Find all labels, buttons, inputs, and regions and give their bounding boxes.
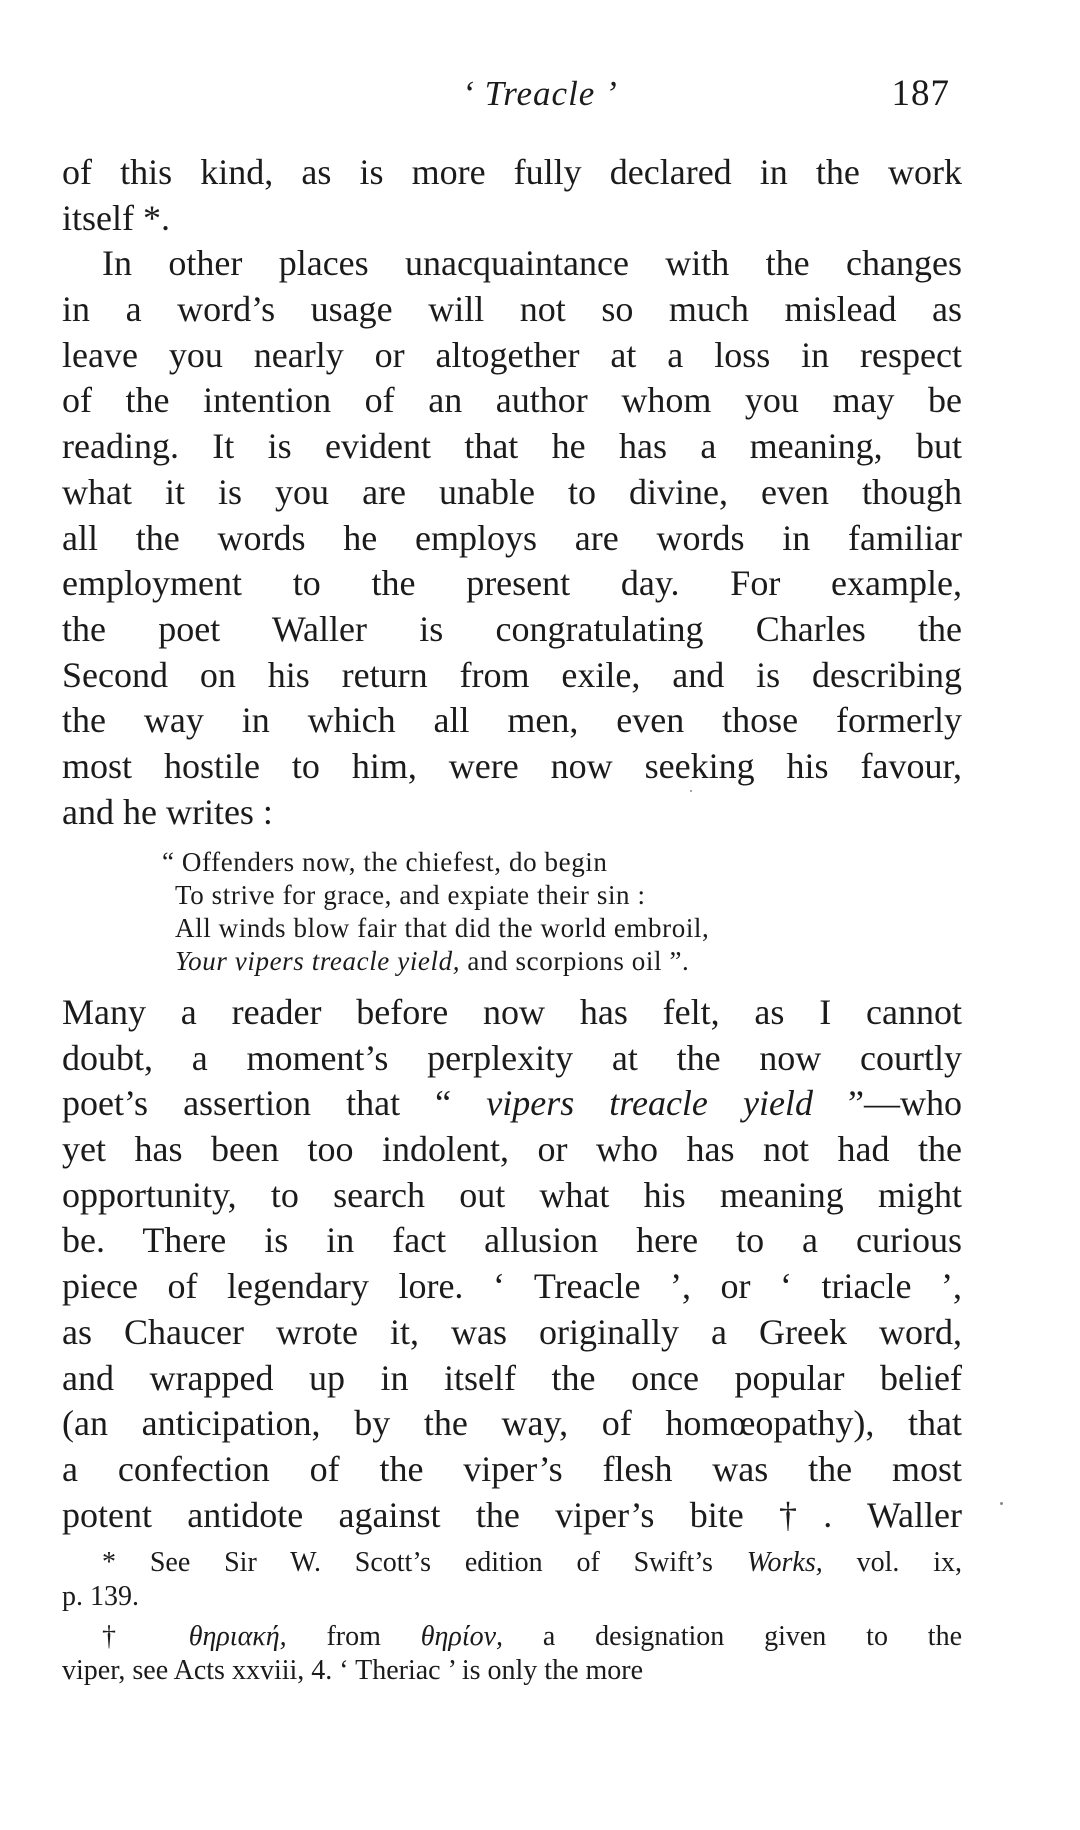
text-line: a confection of the viper’s flesh was the most: [62, 1448, 962, 1489]
verse-line: [162, 945, 882, 978]
text-line: (an anticipation, by the way, of homœopathy), that: [62, 1403, 962, 1444]
text-line: as Chaucer wrote it, was originally a Greek word,: [62, 1311, 962, 1352]
text-line: Many a reader before now has felt, as I cannot: [62, 992, 962, 1032]
text-line: reading. It is evident that he has a meaning, but: [62, 426, 962, 467]
footnote-line: viper, see Acts xxviii, 4. ‘ Theriac ’ is only the more: [62, 1655, 644, 1686]
footnote-text: from: [286, 1621, 421, 1652]
text-line: the way in which all men, even those formerly: [62, 700, 962, 741]
text-line: doubt, a moment’s perplexity at the now courtly: [62, 1037, 962, 1078]
running-title: ‘ Treacle ’: [462, 74, 618, 113]
text-line: be. There is in fact allusion here to a curious: [62, 1220, 962, 1261]
text-line: and he writes :: [62, 791, 273, 832]
verse-italic-phrase: Your vipers treacle yield,: [175, 946, 461, 976]
page-number: 187: [891, 73, 950, 114]
text-line: of this kind, as is more fully declared in the work: [62, 152, 962, 192]
text-line: most hostile to him, were now seeking his favour,: [62, 745, 962, 786]
footnotes: [62, 1546, 962, 1688]
greek-word: θηριακή,: [188, 1621, 287, 1652]
text-segment: ”—who: [812, 1083, 963, 1124]
footnote-text: †: [102, 1621, 189, 1652]
text-line: of the intention of an author whom you may be: [62, 380, 962, 421]
text-line: opportunity, to search out what his meaning might: [62, 1174, 962, 1215]
text-line: what it is you are unable to divine, even though: [62, 471, 962, 512]
footnote-line: [62, 1546, 962, 1580]
ink-speck: [690, 790, 692, 792]
verse-line: To strive for grace, and expiate their sin :: [175, 880, 646, 910]
text-line: in a word’s usage will not so much mislead as: [62, 289, 962, 330]
text-line: In other places unacquaintance with the changes: [102, 243, 962, 284]
footnote-text: a designation given to the: [503, 1621, 962, 1652]
footnote-line: p. 139.: [62, 1581, 139, 1612]
body-paragraphs: [62, 150, 962, 835]
running-head: [0, 72, 1080, 122]
verse-quotation: [162, 846, 882, 978]
ink-speck: [1000, 1502, 1003, 1505]
text-segment: poet’s assertion that “: [62, 1083, 487, 1124]
text-line: the poet Waller is congratulating Charles the: [62, 608, 962, 649]
italic-phrase: vipers treacle yield: [486, 1083, 813, 1124]
text-line: itself *.: [62, 197, 170, 238]
footnote-line: [62, 1620, 962, 1654]
footnote-text: * See Sir W. Scott’s edition of Swift’s: [102, 1547, 747, 1578]
text-line: Second on his return from exile, and is describing: [62, 654, 962, 695]
verse-line: “ Offenders now, the chiefest, do begin: [162, 847, 608, 877]
footnote-text: vol. ix,: [822, 1547, 962, 1578]
verse-line-rest: and scorpions oil ”.: [460, 946, 690, 976]
footnote-italic: Works,: [746, 1547, 823, 1578]
text-line: yet has been too indolent, or who has not had the: [62, 1129, 962, 1170]
body-paragraph-continued: [62, 990, 962, 1538]
text-line: all the words he employs are words in familiar: [62, 517, 962, 558]
verse-line: All winds blow fair that did the world embroil,: [175, 913, 710, 943]
text-line: leave you nearly or altogether at a loss in respect: [62, 334, 962, 375]
greek-word: θηρίον,: [420, 1621, 504, 1652]
text-line: [62, 1081, 962, 1127]
text-line: piece of legendary lore. ‘ Treacle ’, or ‘ triacle ’,: [62, 1266, 962, 1307]
text-line: and wrapped up in itself the once popular belief: [62, 1357, 962, 1398]
text-line: employment to the present day. For example,: [62, 563, 962, 604]
text-line: potent antidote against the viper’s bite †. Waller: [62, 1494, 962, 1535]
